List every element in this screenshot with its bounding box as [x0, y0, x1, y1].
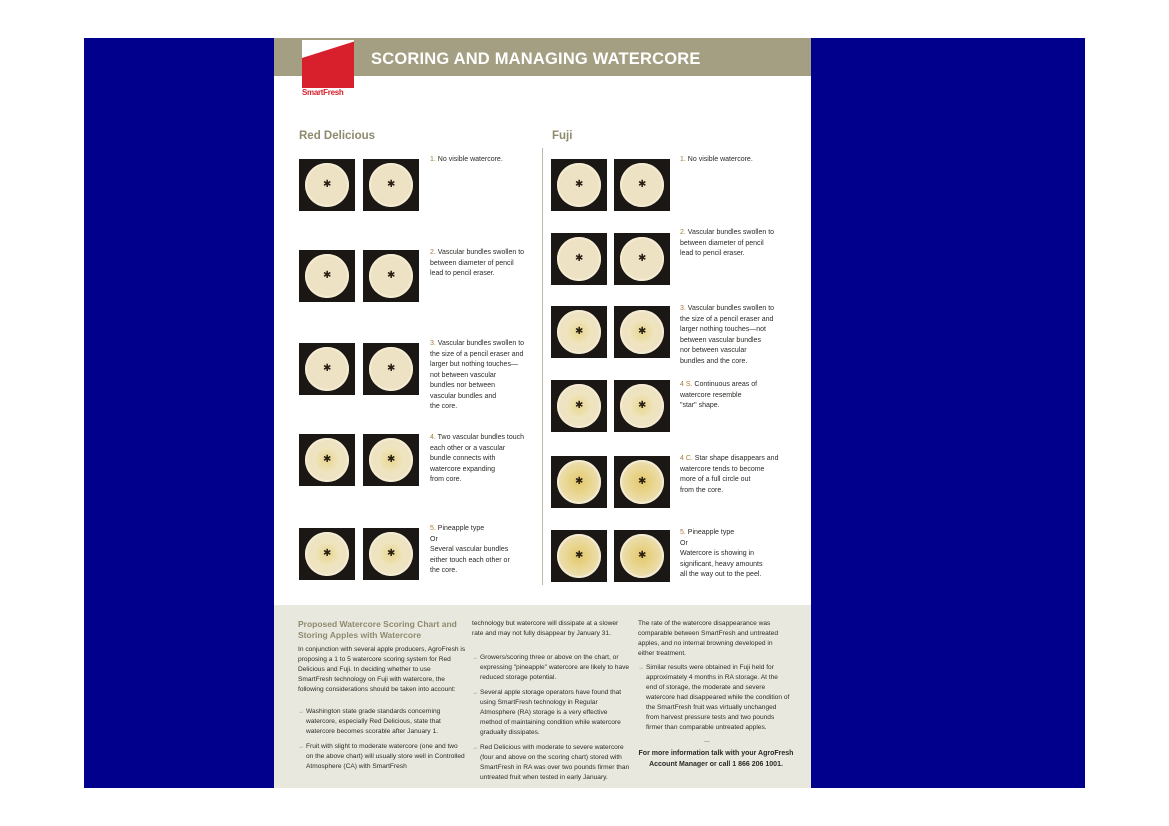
apple-slice-photo: ✱	[363, 159, 419, 211]
rd-score-1: 1. No visible watercore.	[430, 156, 503, 163]
apple-slice-photo: ✱	[551, 159, 607, 211]
apple-slice-photo: ✱	[551, 306, 607, 358]
apple-slice-photo: ✱	[614, 456, 670, 508]
list-item: → Growers/scoring three or above on the chart, or expressing "pineapple" watercore are likely to have reduced storage potential.	[472, 653, 630, 683]
fuji-score-4c: 4 C. Star shape disappears and watercore tends to become more of a full circle out from the core.	[680, 455, 779, 494]
bullet-list	[638, 663, 790, 733]
smartfresh-logo	[302, 40, 354, 98]
fuji-score-1: 1. No visible watercore.	[680, 156, 753, 163]
info-paragraph: The rate of the watercore disappearance was comparable between SmartFresh and untreated apples, and no internal browning developed in either treatment.	[638, 620, 779, 657]
apple-slice-photo: ✱	[614, 306, 670, 358]
rd-score-3: 3. Vascular bundles swollen to the size of a pencil eraser and larger but nothing touches— not between vascular bundles nor between vascular bundles and the core.	[430, 340, 525, 410]
fuji-score-5: 5. Pineapple type Or Watercore is showing in significant, heavy amounts all the way out to the peel.	[680, 529, 763, 578]
apple-slice-photo: ✱	[551, 380, 607, 432]
column-divider	[542, 148, 543, 585]
logo-brand-text: SmartFresh	[302, 88, 344, 97]
apple-slice-photo: ✱	[299, 159, 355, 211]
fuji-score-4s: 4 S. Continuous areas of watercore resemble "star" shape.	[680, 381, 758, 409]
rd-score-4: 4. Two vascular bundles touch each other or a vascular bundle connects with watercore expanding from core.	[430, 434, 525, 483]
red-delicious-heading: Red Delicious	[299, 130, 376, 142]
apple-slice-photo: ✱	[363, 434, 419, 486]
apple-slice-photo: ✱	[299, 434, 355, 486]
info-continuation: technology but watercore will dissipate at a slower rate and may not fully disappear by January 31.	[472, 620, 619, 637]
fuji-score-2: 2. Vascular bundles swollen to between diameter of pencil lead to pencil eraser.	[680, 229, 775, 257]
contact-info: For more information talk with your AgroFresh Account Manager or call 1 866 206 1001.	[638, 750, 794, 768]
apple-slice-photo: ✱	[614, 233, 670, 285]
bullet-list	[472, 653, 630, 788]
title-bar	[274, 38, 811, 76]
list-item: → Similar results were obtained in Fuji held for approximately 4 months in RA storage. At the end of storage, the moderate and severe watercore had disappeared while the condition of the SmartFresh fruit was virtually unchanged from harvest pressure tests and two pounds firmer than comparable untreated apples.	[638, 663, 790, 733]
separator-dots: ...	[704, 737, 710, 744]
apple-slice-photo: ✱	[363, 343, 419, 395]
list-item: → Several apple storage operators have found that using SmartFresh technology in Regular Atmosphere (RA) storage is a very effective method of maintaining condition while watercore gradually dissipates.	[472, 688, 630, 738]
apple-slice-photo: ✱	[551, 530, 607, 582]
rd-score-2: 2. Vascular bundles swollen to between diameter of pencil lead to pencil eraser.	[430, 249, 525, 277]
fuji-heading: Fuji	[552, 130, 573, 142]
info-panel	[274, 605, 811, 788]
apple-slice-photo: ✱	[299, 528, 355, 580]
apple-slice-photo: ✱	[363, 250, 419, 302]
info-intro: In conjunction with several apple producers, AgroFresh is proposing a 1 to 5 watercore scoring system for Red Delicious and Fuji. In deciding whether to use SmartFresh technology on Fuji with watercore, the following considerations should be taken into account:	[298, 646, 466, 693]
bullet-list	[298, 707, 466, 777]
rd-score-5: 5. Pineapple type Or Several vascular bundles either touch each other or the core.	[430, 525, 510, 574]
info-heading: Proposed Watercore Scoring Chart and Storing Apples with Watercore	[298, 619, 457, 640]
apple-slice-photo: ✱	[551, 233, 607, 285]
apple-slice-photo: ✱	[299, 343, 355, 395]
apple-slice-photo: ✱	[614, 159, 670, 211]
fuji-score-3: 3. Vascular bundles swollen to the size of a pencil eraser and larger nothing touches—not between vascular bundles nor between vascular bundles and the core.	[680, 305, 775, 365]
page-title: SCORING AND MANAGING WATERCORE	[371, 50, 701, 68]
apple-slice-photo: ✱	[363, 528, 419, 580]
list-item: → Fruit with slight to moderate watercore (one and two on the above chart) will usually store well in Controlled Atmosphere (CA) with SmartFresh	[298, 742, 466, 772]
apple-slice-photo: ✱	[614, 380, 670, 432]
apple-slice-photo: ✱	[299, 250, 355, 302]
list-item: → Red Delicious with moderate to severe watercore (four and above on the scoring chart) stored with SmartFresh in RA was over two pounds firmer than untreated fruit when tested in early January.	[472, 743, 630, 783]
list-item: → Washington state grade standards concerning watercore, especially Red Delicious, state that watercore becomes scorable after January 1.	[298, 707, 466, 737]
info-column-3	[638, 619, 790, 738]
apple-slice-photo: ✱	[614, 530, 670, 582]
poster	[274, 38, 811, 788]
apple-slice-photo: ✱	[551, 456, 607, 508]
